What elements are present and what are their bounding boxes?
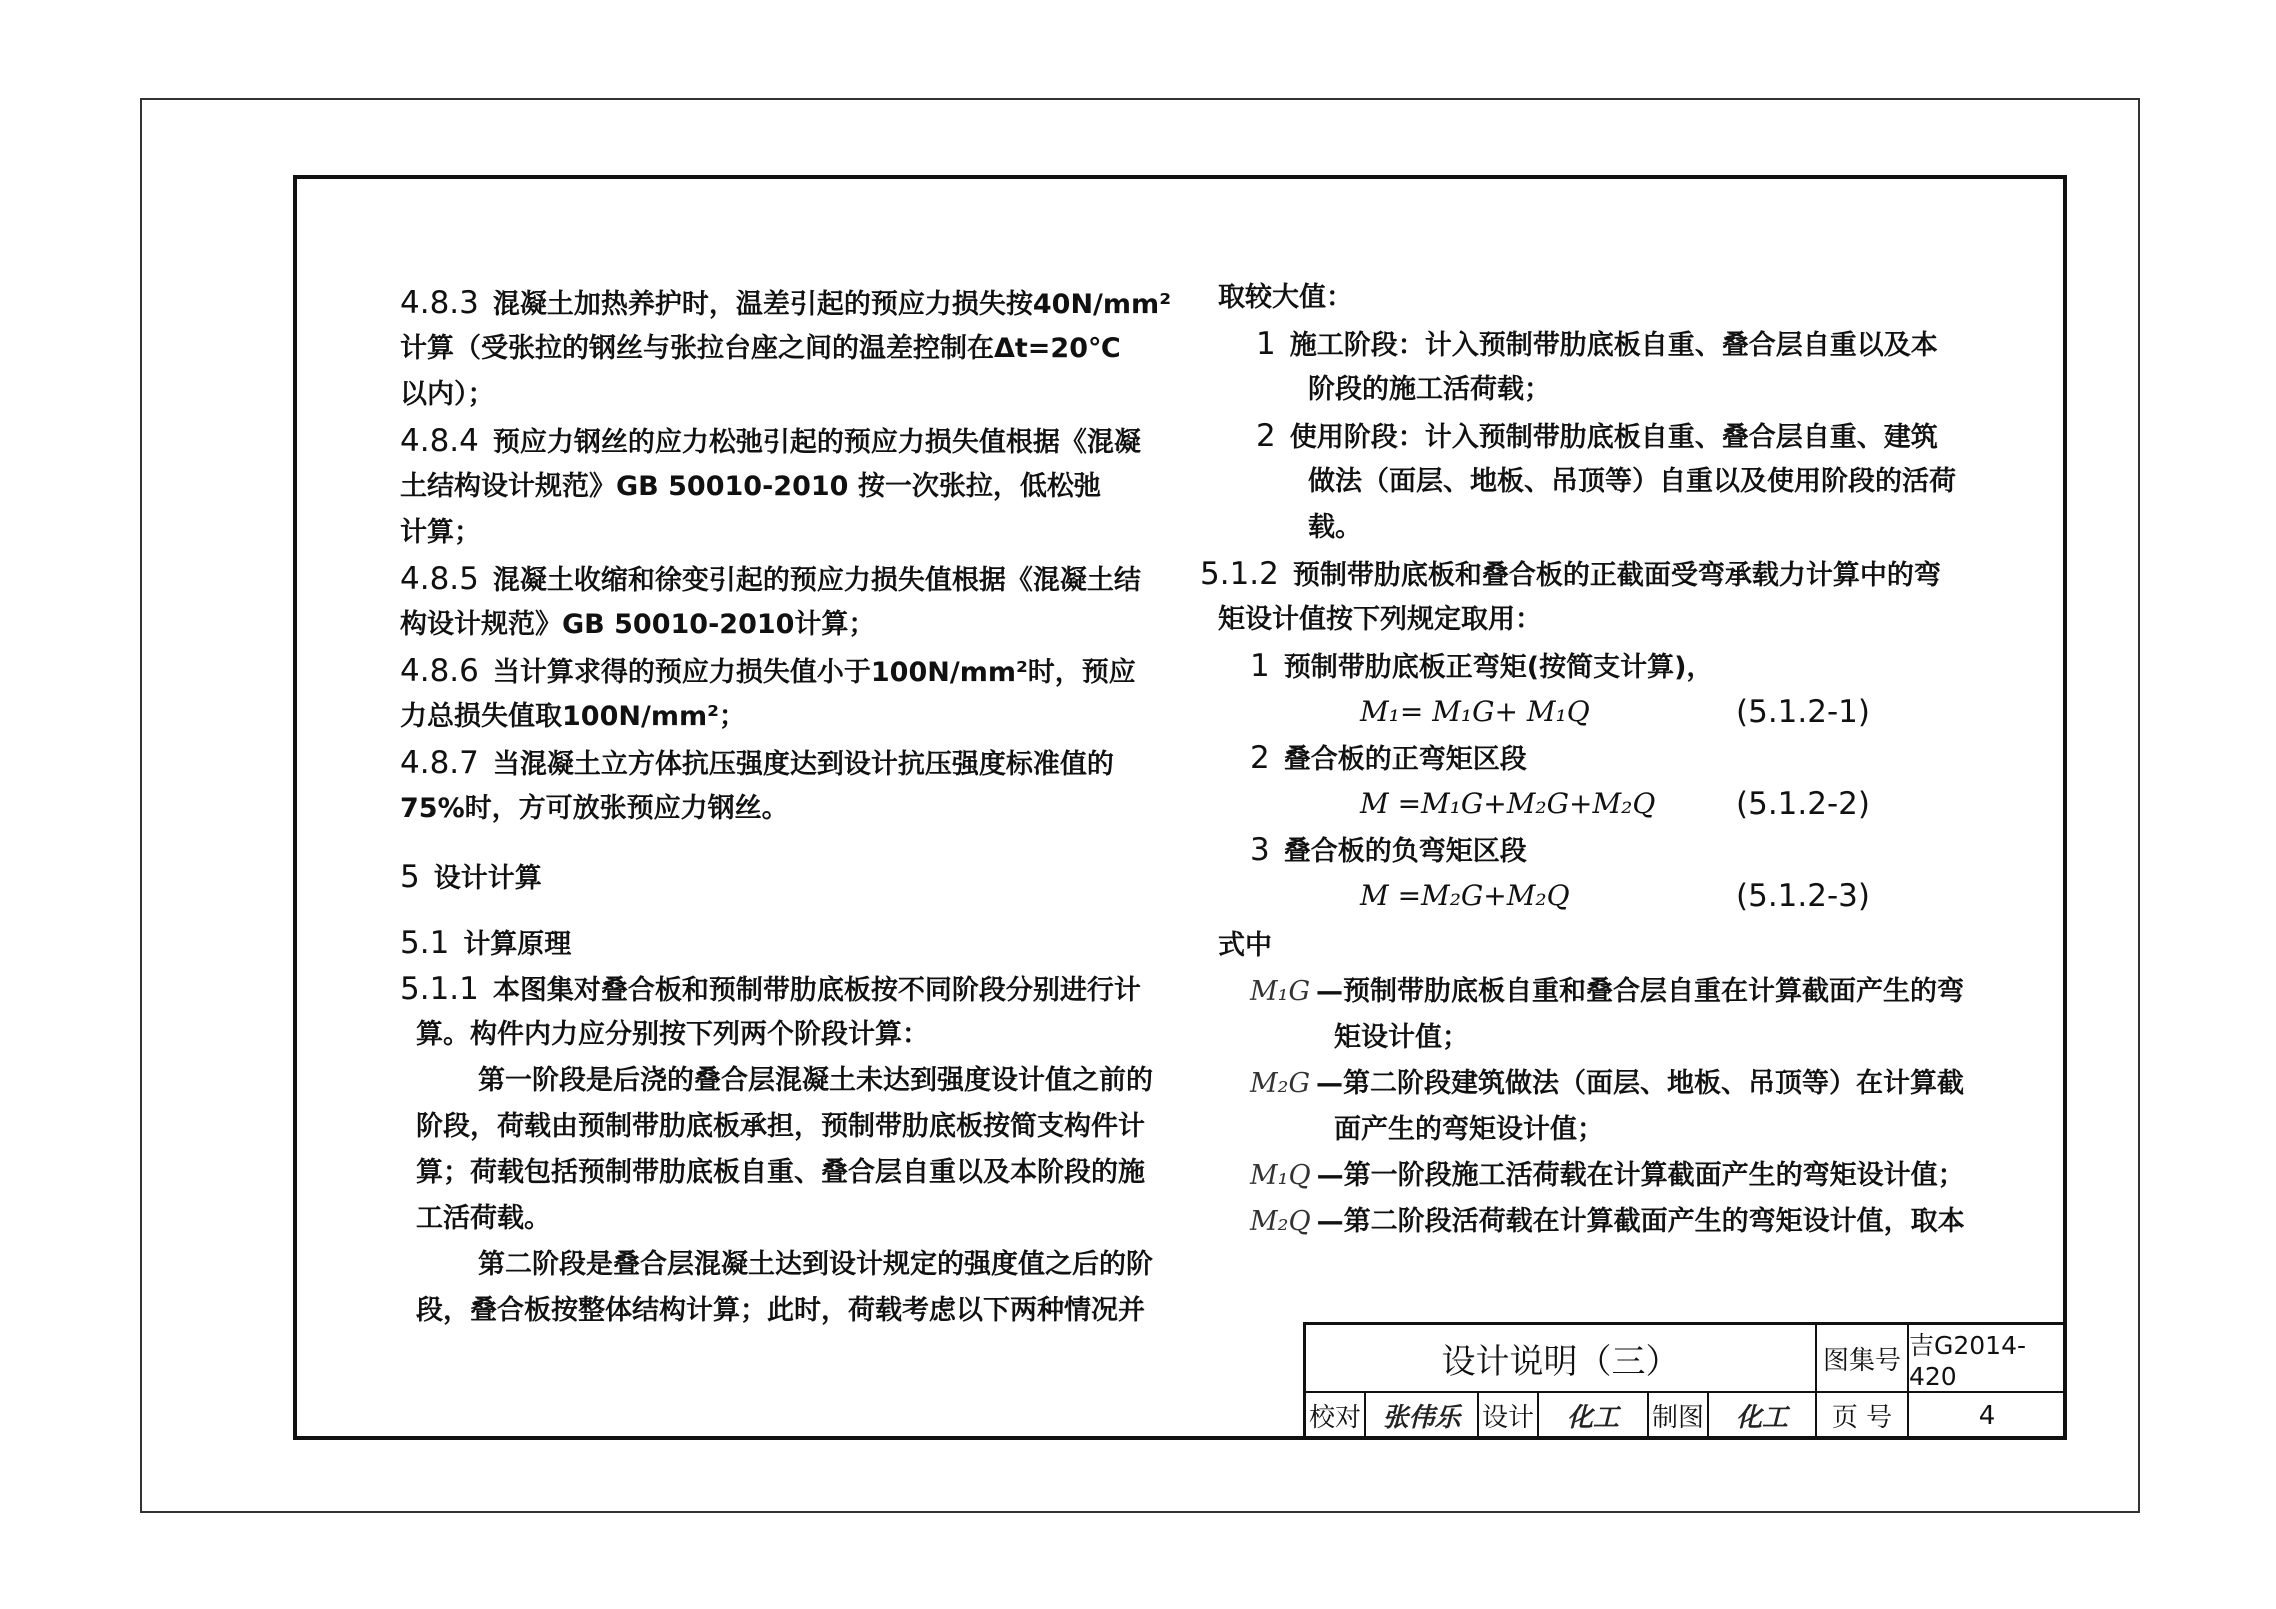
clause-4-8-3: 4.8.3 混凝土加热养护时，温差引起的预应力损失按40N/mm² 计算（受张拉的钢丝与张拉台座之间的温差控制在Δt=20℃ 以内）； <box>400 285 1172 410</box>
load-case-1: 1 施工阶段：计入预制带肋底板自重、叠合层自重以及本 阶段的施工活荷载； <box>1256 326 1938 405</box>
stage-2-paragraph: 第二阶段是叠合层混凝土达到设计规定的强度值之后的阶 段，叠合板按整体结构计算；此时，荷载考虑以下两种情况并 <box>416 1249 1153 1326</box>
drawn-signature: 化工 <box>1709 1393 1817 1440</box>
definitions-list <box>1200 969 1965 1245</box>
page-number: 4 <box>1909 1393 2067 1440</box>
definition-m2q: M₂Q —第二阶段活荷载在计算截面产生的弯矩设计值，取本 <box>1250 1206 1965 1237</box>
clause-4-8-6: 4.8.6 当计算求得的预应力损失值小于100N/mm²时，预应 力总损失值取100N/mm²； <box>400 653 1136 732</box>
atlas-number: 吉G2014-420 <box>1909 1325 2067 1393</box>
formula-5-1-2-3: M =M₂G+M₂Q <box>1360 879 1570 912</box>
load-case-2: 2 使用阶段：计入预制带肋底板自重、叠合层自重、建筑 做法（面层、地板、吊顶等）自重以及使用阶段的活荷 载。 <box>1256 418 1956 543</box>
definition-m1g: M₁G —预制带肋底板自重和叠合层自重在计算截面产生的弯 矩设计值； <box>1250 976 1965 1053</box>
formula-3-block: 3 叠合板的负弯矩区段 M =M₂G+M₂Q (5.1.2-3) <box>1200 827 1920 919</box>
right-column <box>1200 275 1965 1245</box>
left-column <box>400 280 1172 1334</box>
section-5-1-heading: 5.1 计算原理 <box>400 925 572 961</box>
clause-4-8-7: 4.8.7 当混凝土立方体抗压强度达到设计抗压强度标准值的 75%时，方可放张预应力钢丝。 <box>400 745 1114 824</box>
section-5-heading: 5 设计计算 <box>400 859 542 895</box>
formula-2-block: 2 叠合板的正弯矩区段 M =M₁G+M₂G+M₂Q (5.1.2-2) <box>1200 735 1920 827</box>
clause-number: 4.8.4 <box>400 423 479 459</box>
sheet-title: 设计说明（三） <box>1306 1325 1817 1393</box>
title-block <box>1303 1322 2067 1440</box>
definition-m1q: M₁Q —第一阶段施工活荷载在计算截面产生的弯矩设计值； <box>1250 1160 1965 1191</box>
design-label: 设计 <box>1479 1393 1539 1440</box>
design-signature: 化工 <box>1539 1393 1649 1440</box>
clause-number: 5.1.2 <box>1200 556 1279 592</box>
definition-m2g: M₂G —第二阶段建筑做法（面层、地板、吊顶等）在计算截 面产生的弯矩设计值； <box>1250 1068 1965 1145</box>
clause-5-1-1: 5.1.1 本图集对叠合板和预制带肋底板按不同阶段分别进行计 算。构件内力应分别按下列两个阶段计算： <box>400 971 1141 1050</box>
clause-number: 4.8.3 <box>400 285 479 321</box>
clause-4-8-5: 4.8.5 混凝土收缩和徐变引起的预应力损失值根据《混凝土结 构设计规范》GB 50010-2010计算； <box>400 561 1141 640</box>
continuation-text: 取较大值： <box>1218 282 1353 313</box>
check-label: 校对 <box>1306 1393 1366 1440</box>
formula-5-1-2-1: M₁= M₁G+ M₁Q <box>1360 695 1590 728</box>
clause-number: 4.8.6 <box>400 653 479 689</box>
formula-5-1-2-2: M =M₁G+M₂G+M₂Q <box>1360 787 1656 820</box>
atlas-number-label: 图集号 <box>1817 1325 1909 1393</box>
check-signature: 张伟乐 <box>1366 1393 1479 1440</box>
equation-number: (5.1.2-2) <box>1736 786 1870 822</box>
drawn-label: 制图 <box>1649 1393 1709 1440</box>
clause-number: 4.8.7 <box>400 745 479 781</box>
page-number-label: 页 号 <box>1817 1393 1909 1440</box>
equation-number: (5.1.2-1) <box>1736 694 1870 730</box>
equation-number: (5.1.2-3) <box>1736 878 1870 914</box>
clause-4-8-4: 4.8.4 预应力钢丝的应力松弛引起的预应力损失值根据《混凝 土结构设计规范》GB 50010-2010 按一次张拉，低松弛 计算； <box>400 423 1141 548</box>
formula-1-block: 1 预制带肋底板正弯矩(按简支计算)， M₁= M₁G+ M₁Q (5.1.2-1) <box>1200 643 1920 735</box>
clause-number: 4.8.5 <box>400 561 479 597</box>
clause-number: 5.1.1 <box>400 971 479 1007</box>
clause-5-1-2: 5.1.2 预制带肋底板和叠合板的正截面受弯承载力计算中的弯 矩设计值按下列规定取用： <box>1200 556 1941 635</box>
stage-1-paragraph: 第一阶段是后浇的叠合层混凝土未达到强度设计值之前的 阶段，荷载由预制带肋底板承担，预制带肋底板按简支构件计 算；荷载包括预制带肋底板自重、叠合层自重以及本阶段的施 工活荷载。 <box>416 1065 1153 1234</box>
where-label: 式中 <box>1218 930 1272 961</box>
